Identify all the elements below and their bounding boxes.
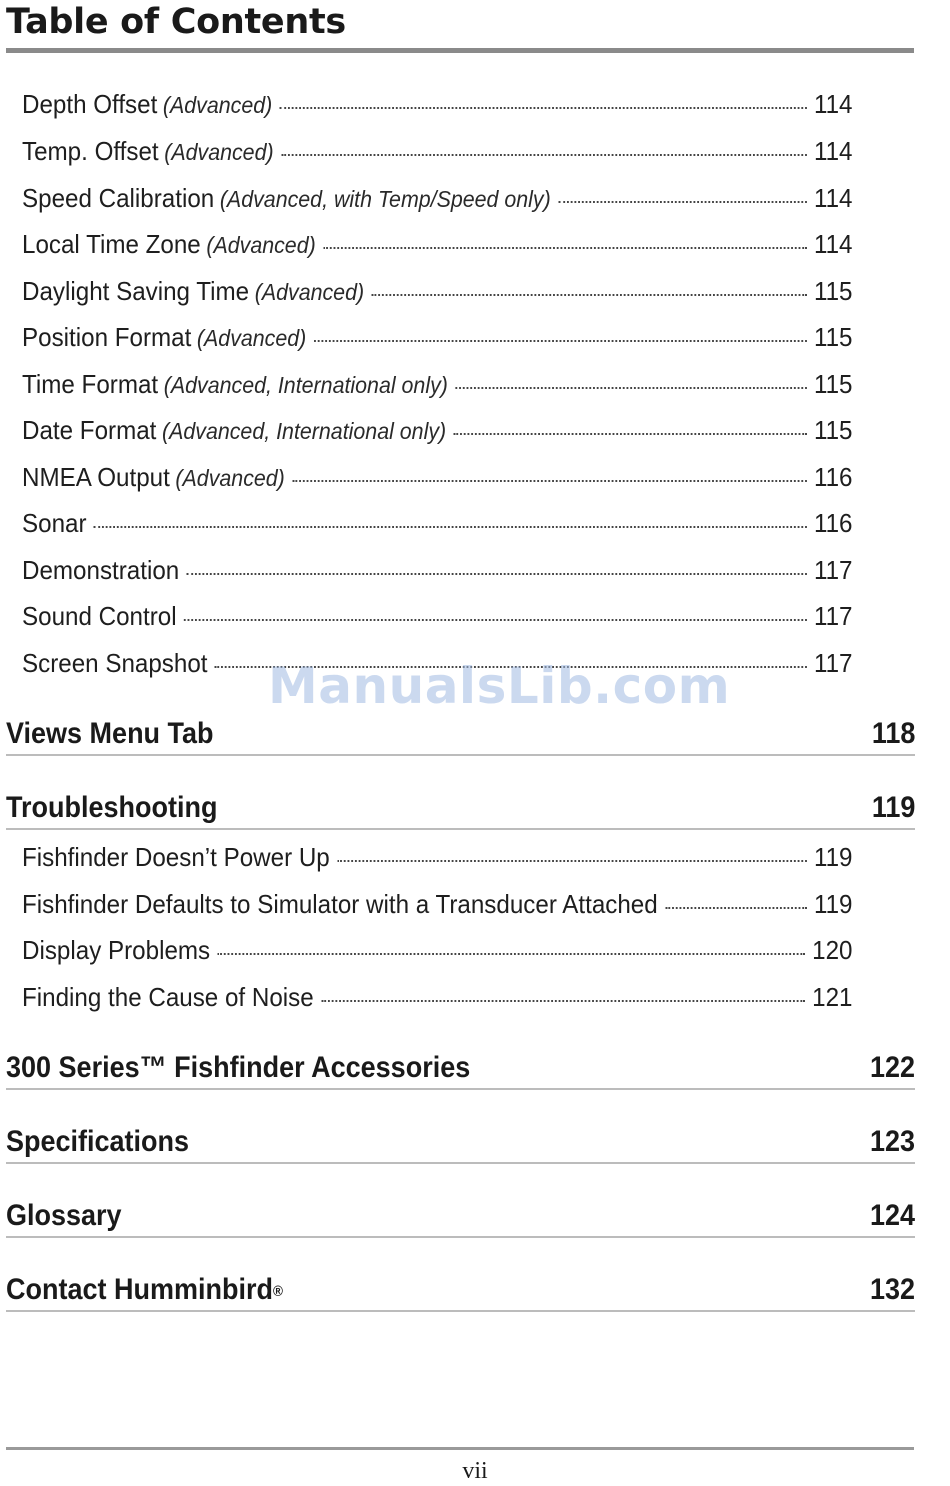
section-page-number: 132 <box>869 1273 915 1306</box>
toc-entry-finding-cause-of-noise[interactable] <box>22 977 852 1017</box>
dot-leader <box>372 293 807 296</box>
toc-section-troubleshooting[interactable] <box>6 788 915 828</box>
toc-section-contact-humminbird[interactable] <box>6 1270 915 1310</box>
entry-label: Position Format <box>22 322 192 352</box>
entry-label: Finding the Cause of Noise <box>22 982 314 1012</box>
entry-label: Display Problems <box>22 935 211 965</box>
entry-label: Depth Offset <box>22 89 158 119</box>
entry-note: (Advanced) <box>162 92 273 118</box>
toc-entry-demonstration[interactable] <box>22 550 852 590</box>
entry-note: (Advanced) <box>206 232 316 258</box>
section-page-number: 123 <box>869 1125 915 1158</box>
section-page-number: 122 <box>869 1051 915 1084</box>
entry-page-number: 117 <box>813 555 853 585</box>
entry-note: (Advanced) <box>254 279 365 305</box>
entry-page-number: 117 <box>813 601 853 631</box>
section-page-number: 118 <box>871 717 915 750</box>
dot-leader <box>215 665 807 668</box>
section-divider <box>6 1236 915 1238</box>
section-divider <box>6 754 915 756</box>
toc-section-views-menu-tab[interactable] <box>6 714 915 754</box>
section-divider <box>6 1310 915 1312</box>
toc-entry-depth-offset[interactable] <box>22 84 852 124</box>
dot-leader <box>323 246 806 249</box>
entry-label: Speed Calibration <box>22 183 215 213</box>
toc-entry-sound-control[interactable] <box>22 596 852 636</box>
page-title: Table of Contents <box>6 2 346 42</box>
dot-leader <box>94 525 807 528</box>
watermark: ManualsLib.com <box>268 657 731 715</box>
entry-page-number: 115 <box>813 369 853 399</box>
footer-page-number: vii <box>462 1458 488 1484</box>
toc-entry-date-format[interactable] <box>22 410 852 450</box>
dot-leader <box>665 906 806 909</box>
entry-note: (Advanced, International only) <box>163 372 448 398</box>
toc-entry-nmea-output[interactable] <box>22 457 852 497</box>
section-page-number: 124 <box>869 1199 915 1232</box>
title-divider <box>6 48 914 53</box>
entry-note: (Advanced) <box>164 139 274 165</box>
dot-leader <box>292 479 806 482</box>
dot-leader <box>218 952 805 955</box>
entry-label: Date Format <box>22 415 157 445</box>
entry-label: NMEA Output <box>22 462 170 492</box>
entry-page-number: 119 <box>813 889 853 919</box>
section-label: 300 Series™ Fishfinder Accessories <box>6 1051 471 1084</box>
section-label: Views Menu Tab <box>6 717 214 750</box>
dot-leader <box>280 106 807 109</box>
toc-entry-display-problems[interactable] <box>22 930 852 970</box>
entry-label: Demonstration <box>22 555 180 585</box>
toc-entry-time-format[interactable] <box>22 364 852 404</box>
entry-page-number: 116 <box>813 508 853 538</box>
section-divider <box>6 1088 915 1090</box>
dot-leader <box>281 153 806 156</box>
section-page-number: 119 <box>871 791 915 824</box>
toc-entry-position-format[interactable] <box>22 317 852 357</box>
entry-note: (Advanced) <box>196 325 307 351</box>
section-label <box>6 1272 283 1308</box>
entry-page-number: 114 <box>813 229 853 259</box>
entry-label: Time Format <box>22 369 159 399</box>
entry-label: Temp. Offset <box>22 136 159 166</box>
entry-page-number: 115 <box>813 322 853 352</box>
section-divider <box>6 828 915 830</box>
entry-label: Daylight Saving Time <box>22 276 250 306</box>
toc-entry-screen-snapshot[interactable] <box>22 643 852 683</box>
section-label-text: Contact Humminbird <box>6 1273 274 1306</box>
entry-page-number: 120 <box>812 935 853 965</box>
entry-note: (Advanced, with Temp/Speed only) <box>219 186 551 212</box>
entry-page-number: 115 <box>813 415 853 445</box>
dot-leader <box>454 432 807 435</box>
dot-leader <box>314 339 807 342</box>
entry-page-number: 114 <box>813 136 853 166</box>
entry-page-number: 114 <box>813 183 853 213</box>
entry-label: Sound Control <box>22 601 177 631</box>
entry-page-number: 114 <box>813 89 853 119</box>
dot-leader <box>187 572 807 575</box>
toc-entry-fishfinder-doesnt-power-up[interactable] <box>22 837 852 877</box>
entry-page-number: 116 <box>813 462 853 492</box>
toc-entry-defaults-to-simulator[interactable] <box>22 884 852 924</box>
entry-page-number: 119 <box>813 842 853 872</box>
dot-leader <box>184 618 806 621</box>
toc-section-accessories[interactable] <box>6 1048 915 1088</box>
toc-section-glossary[interactable] <box>6 1196 915 1236</box>
entry-label: Fishfinder Defaults to Simulator with a Transducer Attached <box>22 889 658 919</box>
toc-entry-speed-calibration[interactable] <box>22 178 852 218</box>
entry-page-number: 117 <box>813 648 853 678</box>
entry-label: Sonar <box>22 508 87 538</box>
section-label: Specifications <box>6 1125 190 1158</box>
toc-entry-local-time-zone[interactable] <box>22 224 852 264</box>
toc-section-specifications[interactable] <box>6 1122 915 1162</box>
dot-leader <box>337 859 806 862</box>
entry-label: Fishfinder Doesn’t Power Up <box>22 842 330 872</box>
registered-mark: ® <box>273 1283 283 1300</box>
section-divider <box>6 1162 915 1164</box>
toc-entry-sonar[interactable] <box>22 503 852 543</box>
dot-leader <box>558 200 806 203</box>
dot-leader <box>455 386 806 389</box>
section-label: Troubleshooting <box>6 791 218 824</box>
dot-leader <box>321 999 805 1002</box>
toc-entry-temp-offset[interactable] <box>22 131 852 171</box>
footer-divider <box>6 1447 914 1450</box>
entry-label: Local Time Zone <box>22 229 201 259</box>
entry-page-number: 115 <box>813 276 853 306</box>
section-label: Glossary <box>6 1199 122 1232</box>
entry-note: (Advanced, International only) <box>161 418 447 444</box>
entry-note: (Advanced) <box>175 465 285 491</box>
toc-entry-daylight-saving-time[interactable] <box>22 271 852 311</box>
entry-label: Screen Snapshot <box>22 648 208 678</box>
entry-page-number: 121 <box>812 982 853 1012</box>
